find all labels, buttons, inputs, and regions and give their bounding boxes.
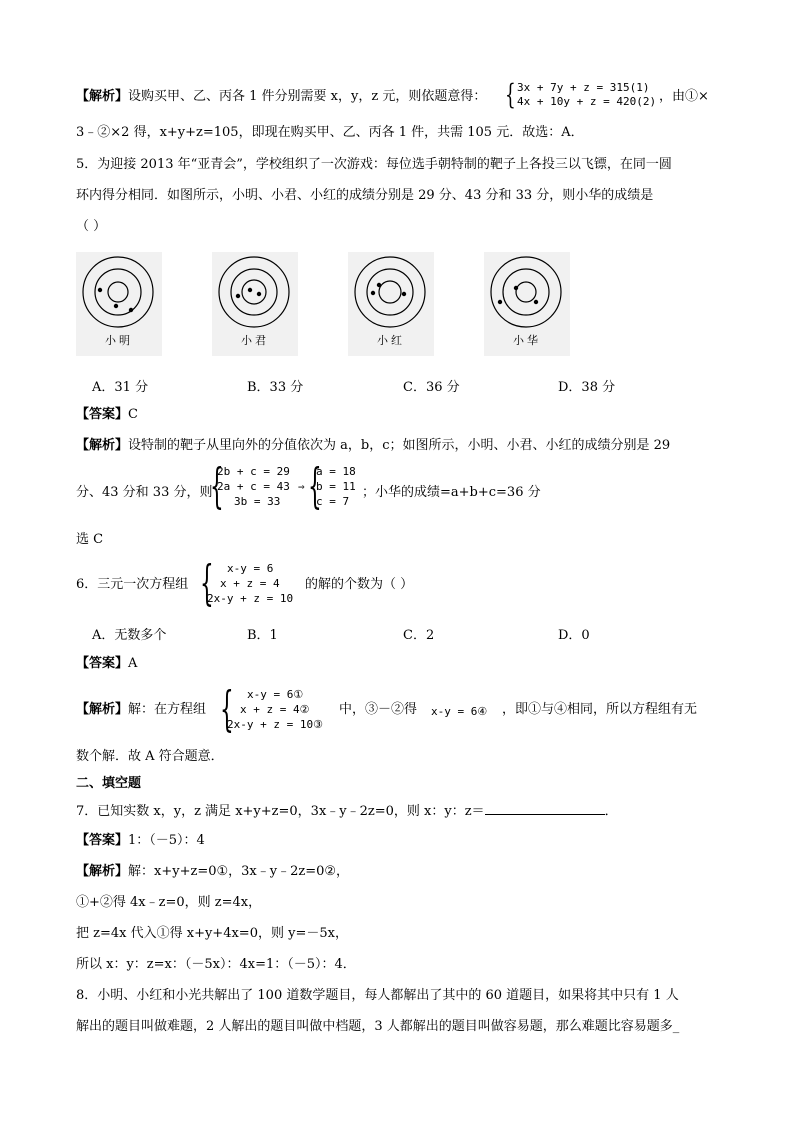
q6-analysis-a [76, 702, 206, 718]
q7-stem-text: 7．已知实数 x，y，z 满足 x+y+z=0，3x﹣y﹣2z=0，则 x：y：z＝ [76, 804, 485, 819]
target-svg [212, 252, 298, 332]
q6-option-c: C．2 [403, 628, 435, 643]
q6-option-d: D．0 [558, 628, 590, 643]
equation-1: 3x + 7y + z = 315(1) [517, 81, 650, 94]
target-label: 小明 [105, 334, 133, 347]
equation: 2a + c = 43 [217, 480, 290, 493]
target-figure-xiaohong [348, 252, 434, 356]
solution: c = 7 [316, 495, 350, 508]
analysis-tag: 【解析】 [76, 89, 129, 104]
q6-analysis-equation-system [220, 681, 340, 737]
q6-analysis-c: ，即①与④相同，所以方程组有无 [502, 702, 698, 717]
q7-analysis-line2: ①+②得 4x﹣z=0，则 z=4x， [76, 895, 262, 910]
q6-answer [76, 656, 137, 672]
q4-equation-system [505, 80, 665, 110]
q5-option-b: B．33 分 [247, 380, 304, 395]
q5-analysis-line2b: ；小华的成绩=a+b+c=36 分 [362, 485, 541, 500]
equation: 2b + c = 29 [217, 465, 290, 478]
q5-stem-line1: 5．为迎接 2013 年“亚青会”，学校组织了一次游戏：每位选手朝特制的靶子上各投三以飞镖，在同一圆 [76, 157, 672, 172]
target-figure-xiaohua [484, 252, 570, 356]
target-label: 小华 [513, 334, 541, 347]
analysis-tag: 【解析】 [76, 438, 129, 453]
section-title: 二、填空题 [76, 776, 142, 791]
analysis-text: 设购买甲、乙、丙各 1 件分别需要 x，y，z 元，则依题意得： [128, 89, 487, 104]
target-label: 小君 [241, 334, 269, 347]
q4-analysis-line2: 3﹣②×2 得，x+y+z=105，即现在购买甲、乙、丙各 1 件，共需 105 元．故选：A． [76, 125, 584, 140]
q5-equation-systems [210, 458, 360, 514]
left-brace: { [200, 555, 214, 611]
answer-value: 1：（－5）：4 [128, 833, 205, 848]
q6-option-b: B．1 [247, 628, 278, 643]
left-brace: { [505, 78, 516, 111]
left-brace: { [210, 458, 224, 514]
q5-analysis-line2a: 分、43 分和 33 分，则 [76, 485, 213, 500]
answer-value: C [128, 407, 138, 422]
equation: x + z = 4② [240, 703, 310, 716]
q5-option-c: C．36 分 [403, 380, 460, 395]
q5-stem-line2: 环内得分相同．如图所示，小明、小君、小红的成绩分别是 29 分、43 分和 33 分，则小华的成绩是 [76, 188, 654, 203]
q6-analysis-b: 中，③－②得 [339, 702, 418, 717]
analysis-text: 解：在方程组 [128, 702, 207, 717]
analysis-text: 设特制的靶子从里向外的分值依次为 a，b，c；如图所示，小明、小君、小红的成绩分别是 29 [128, 438, 671, 453]
solution: a = 18 [316, 465, 356, 478]
target-svg [76, 252, 162, 332]
equation: 2x-y + z = 10③ [227, 718, 323, 731]
q6-analysis-line2: 数个解．故 A 符合题意． [76, 749, 224, 764]
implies-arrow: ⇒ [298, 480, 305, 493]
left-brace: { [220, 681, 234, 737]
q6-stem-a: 6．三元一次方程组 [76, 577, 189, 592]
q8-stem-line1: 8．小明、小红和小光共解出了 100 道数学题目，每人都解出了其中的 60 道题目，如果将其中只有 1 人 [76, 988, 679, 1003]
left-brace: { [308, 458, 322, 514]
q5-option-d: D．38 分 [558, 380, 616, 395]
q7-analysis-line3: 把 z=4x 代入①得 x+y+4x=0，则 y=－5x， [76, 926, 348, 941]
answer-tag: 【答案】 [76, 407, 129, 422]
q6-stem-b: 的解的个数为（ ） [305, 577, 414, 592]
analysis-tag: 【解析】 [76, 702, 129, 717]
target-label: 小红 [377, 334, 405, 347]
answer-value: A [128, 656, 138, 671]
q5-paren: （ ） [76, 219, 107, 234]
q5-analysis-line1 [76, 438, 670, 454]
target-figure-xiaojun [212, 252, 298, 356]
q7-stem [76, 802, 618, 820]
answer-tag: 【答案】 [76, 833, 129, 848]
answer-blank [485, 802, 605, 815]
q5-option-a: A．31 分 [92, 380, 149, 395]
target-svg [348, 252, 434, 332]
q6-equation-system [200, 555, 310, 611]
target-svg [484, 252, 570, 332]
q7-analysis-line4: 所以 x：y：z=x：（－5x）：4x=1：（－5）：4． [76, 957, 356, 972]
answer-tag: 【答案】 [76, 656, 129, 671]
equation: 3b = 33 [234, 495, 281, 508]
q8-stem-line2: 解出的题目叫做难题，2 人解出的题目叫做中档题，3 人都解出的题目叫做容易题，那么难题比容易题多_ [76, 1019, 680, 1034]
equation: 2x-y + z = 10 [207, 592, 294, 605]
q7-stem-end: ． [604, 804, 618, 819]
q5-answer [76, 407, 138, 423]
target-figure-xiaoming [76, 252, 162, 356]
q4-analysis-line1 [76, 89, 486, 105]
analysis-tag: 【解析】 [76, 864, 129, 879]
q7-analysis-line1 [76, 864, 349, 880]
q7-answer [76, 833, 205, 849]
q6-equation-4: x-y = 6④ [431, 705, 488, 718]
equation: x-y = 6① [247, 688, 304, 701]
q5-select: 选 C [76, 532, 104, 547]
analysis-text: 解：x+y+z=0①，3x﹣y﹣2z=0②， [128, 864, 350, 879]
equation: x-y = 6 [227, 562, 274, 575]
equation: x + z = 4 [220, 577, 280, 590]
solution: b = 11 [316, 480, 356, 493]
q6-option-a: A．无数多个 [92, 628, 167, 643]
q4-analysis-tail: ，由①× [659, 89, 709, 104]
equation-2: 4x + 10y + z = 420(2) [517, 95, 657, 108]
